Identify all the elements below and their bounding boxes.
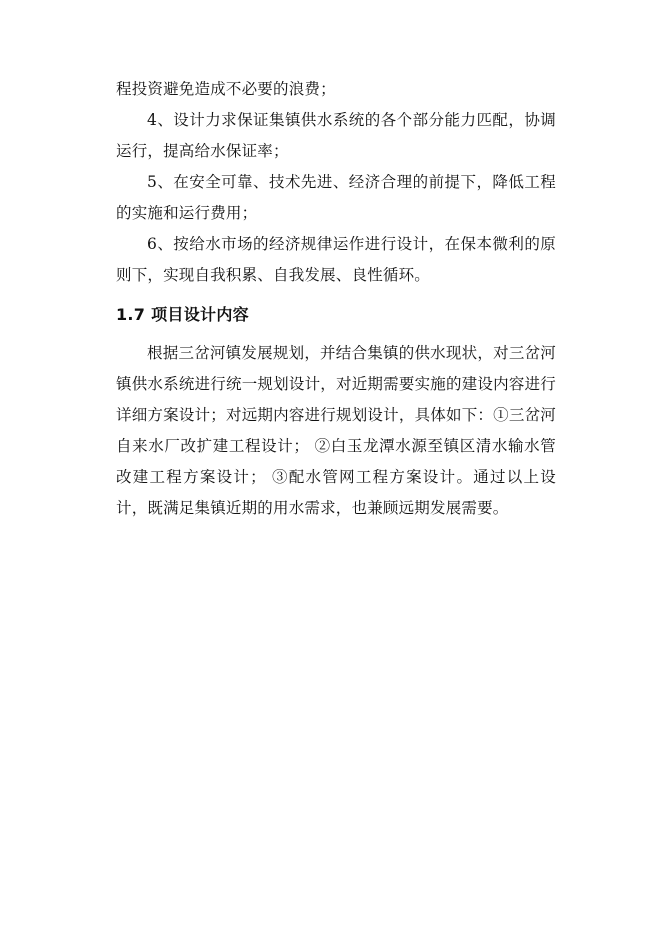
document-body bbox=[116, 74, 556, 524]
heading-spacer bbox=[116, 330, 556, 338]
section-heading: 1.7 项目设计内容 bbox=[116, 305, 249, 324]
section-paragraph: 根据三岔河镇发展规划，并结合集镇的供水现状，对三岔河镇供水系统进行统一规划设计，对近期需要实施的建设内容进行详细方案设计；对远期内容进行规划设计，具体如下：①三岔河自来水厂改扩建工程设计； ②白玉龙潭水源至镇区清水输水管改建工程方案设计； ③配水管网工程方案设计。通过以上设计，既满足集镇近期的用水需求，也兼顾远期发展需要。 bbox=[116, 344, 556, 517]
paragraph-item-5: 5、在安全可靠、技术先进、经济合理的前提下，降低工程的实施和运行费用； bbox=[116, 173, 556, 222]
paragraph-item-4: 4、设计力求保证集镇供水系统的各个部分能力匹配，协调运行，提高给水保证率； bbox=[116, 111, 556, 160]
paragraph-item-6: 6、按给水市场的经济规律运作进行设计，在保本微利的原则下，实现自我积累、自我发展、良性循环。 bbox=[116, 235, 556, 284]
paragraph-continuation: 程投资避免造成不必要的浪费； bbox=[116, 80, 336, 98]
section-spacer bbox=[116, 291, 556, 299]
